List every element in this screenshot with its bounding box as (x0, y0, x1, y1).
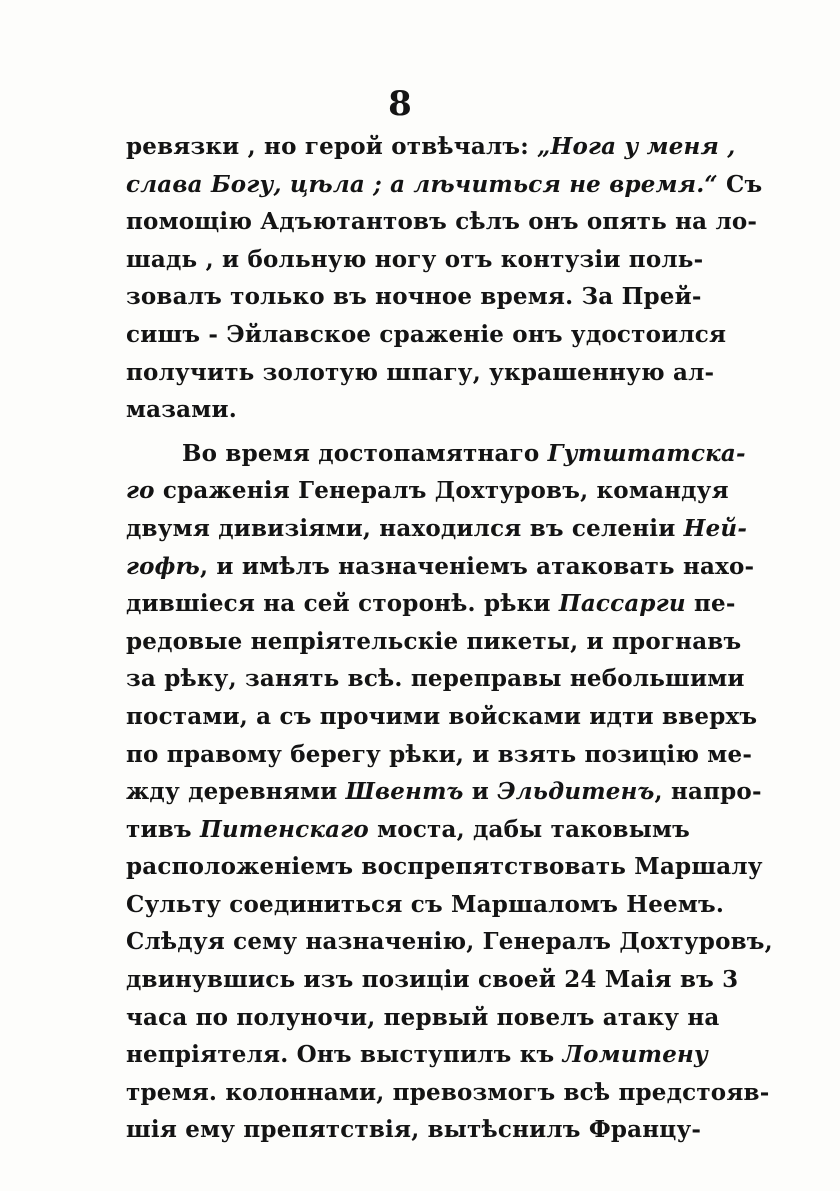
italic-text: Пассарги (558, 590, 686, 618)
text-line (126, 203, 758, 241)
italic-text: го (126, 477, 155, 505)
text-run: сишъ - Эйлавское сраженіе онъ удостоился (126, 320, 727, 348)
text-line (126, 241, 704, 279)
text-line (126, 999, 720, 1037)
text-run: тремя. колоннами, превозмогъ всѣ предстояв- (126, 1078, 770, 1106)
text-line (126, 278, 702, 316)
text-run: получить золотую шпагу, украшенную ал- (126, 358, 715, 386)
text-run: дившіеся на сей сторонѣ. рѣки (126, 590, 559, 618)
italic-text: Ней- (683, 514, 748, 542)
italic-text: гофѣ (126, 552, 200, 580)
text-run: зовалъ только въ ночное время. За Прей- (126, 283, 702, 311)
text-run: по правому берегу рѣки, и взять позицію ме- (126, 740, 753, 768)
text-run: Во время достопамятнаго (182, 439, 548, 467)
text-line (126, 961, 739, 999)
text-line (126, 510, 748, 548)
text-line (126, 128, 736, 166)
text-run: ревязки , но герой отвѣчалъ: (126, 133, 538, 160)
italic-text: Эльдитенъ (497, 778, 655, 806)
text-run: шадь , и больную ногу отъ контузіи поль- (126, 245, 704, 273)
italic-text: Ломитену (562, 1041, 708, 1069)
text-run: расположеніемъ воспрепятствовать Маршалу (126, 853, 763, 881)
text-run: , и имѣлъ назначеніемъ атаковать нахо- (199, 552, 755, 580)
text-line (126, 623, 742, 661)
paragraph (126, 435, 773, 1149)
italic-text: Швентъ (345, 778, 464, 806)
text-run: пе- (685, 590, 736, 618)
text-run: мазами. (126, 396, 237, 424)
text-run: Съ (717, 170, 763, 198)
text-run: Слѣдуя сему назначенію, Генералъ Дохтуровъ, (126, 928, 773, 956)
text-line (126, 811, 691, 849)
text-line (126, 773, 762, 811)
italic-text: „Нога у меня , (537, 133, 736, 160)
text-line (126, 472, 729, 510)
text-line (126, 736, 753, 774)
text-run: моста, дабы таковымъ (368, 815, 691, 843)
text-run: сраженія Генералъ Дохтуровъ, командуя (154, 477, 729, 505)
text-line (126, 886, 725, 924)
text-line (126, 548, 755, 586)
text-run: за рѣку, занять всѣ. переправы небольшими (126, 665, 745, 693)
text-line (126, 1074, 770, 1112)
text-line (126, 660, 745, 698)
text-run: постами, а съ прочими войсками идти вверхъ (126, 702, 758, 730)
text-line (126, 848, 763, 886)
text-line (126, 435, 746, 473)
text-run: Сульту соединиться съ Маршаломъ Неемъ. (126, 890, 725, 918)
text-run: шія ему препятствія, вытѣснилъ Францу- (126, 1116, 702, 1144)
text-line (126, 585, 736, 623)
text-line (126, 698, 758, 736)
page-number: 8 (388, 84, 412, 124)
text-run: , напро- (654, 778, 762, 806)
body-text (126, 128, 773, 1149)
text-run: и (463, 778, 498, 806)
text-line (126, 316, 727, 354)
text-run: жду деревнями (126, 778, 346, 806)
text-line (126, 923, 773, 961)
text-line (126, 166, 763, 204)
text-line (126, 354, 715, 392)
italic-text: Гутштатска- (547, 439, 746, 467)
text-line (126, 1036, 708, 1074)
italic-text: Питенскаго (199, 815, 369, 843)
text-line (126, 1111, 702, 1149)
text-run: двумя дивизіями, находился въ селеніи (126, 514, 684, 542)
text-line (126, 391, 686, 429)
italic-text: слава Богу, цѣла ; а лѣчиться не время.“ (126, 170, 718, 198)
paragraph (126, 128, 763, 429)
text-run: тивъ (126, 815, 200, 843)
text-run: помощію Адъютантовъ сѣлъ онъ опять на ло- (126, 208, 758, 236)
text-run: непріятеля. Онъ выступилъ къ (126, 1041, 563, 1069)
text-run: двинувшись изъ позиціи своей 24 Маія въ 3 (126, 966, 739, 994)
text-run: часа по полуночи, первый повелъ атаку на (126, 1003, 720, 1031)
text-run: редовые непріятельскіе пикеты, и прогнавъ (126, 627, 742, 655)
